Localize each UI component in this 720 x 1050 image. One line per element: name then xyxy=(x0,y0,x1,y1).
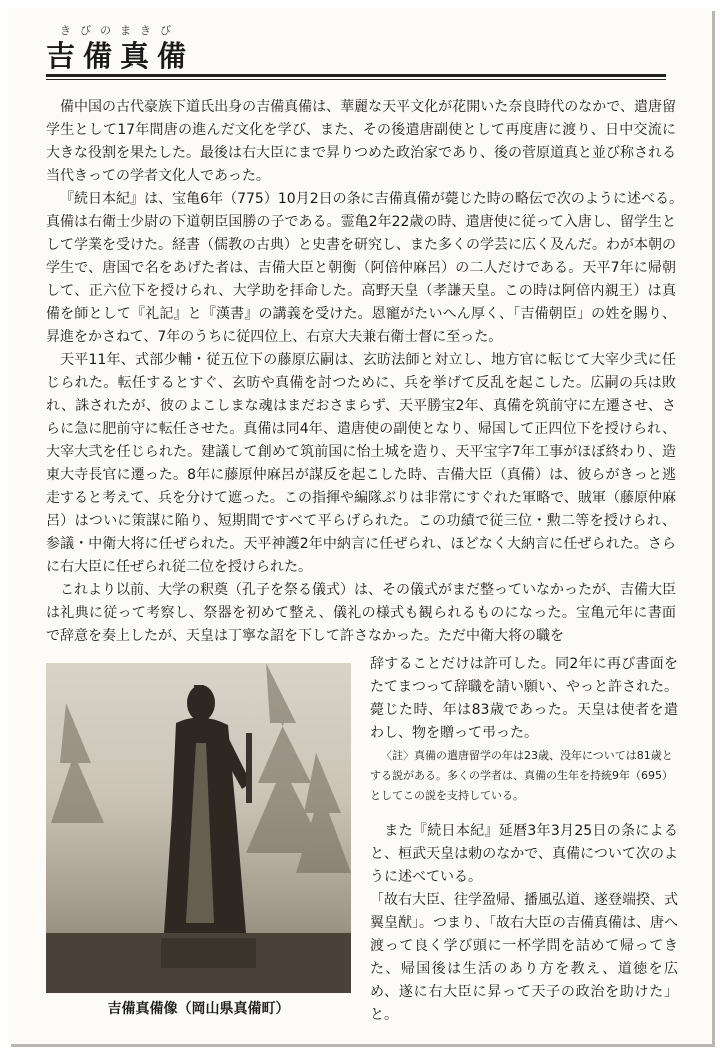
statue-illustration xyxy=(46,663,351,993)
paragraph: 「故右大臣、往学盈帰、播風弘道、遂登端揆、式翼皇猷」。つまり、「故右大臣の吉備真備は、唐へ渡って良く学び頭に一杯学問を詰めて帰ってきた、帰国後は生活のあり方を教え、道徳を広め、遂に右大臣に昇って天子の政治を助けた」と。 xyxy=(370,892,678,1023)
wrap-text-2 xyxy=(370,820,678,1027)
statue-photo xyxy=(46,663,351,993)
paragraph: これより以前、大学の釈奠（孔子を祭る儀式）は、その儀式がまだ整っていなかったが、吉備大臣は礼典に従って考察し、祭器を初めて整え、儀礼の様式も観られるものになった。宝亀元年に書面で辞意を奏上したが、天皇は丁寧な詔を下して許さなかった。ただ中衛大将の職を xyxy=(46,582,676,644)
page xyxy=(8,8,712,1044)
photo-caption: 吉備真備像（岡山県真備町） xyxy=(107,1001,290,1017)
footnote: 〈註〉真備の遣唐留学の年は23歳、没年については81歳とする説がある。多くの学者は、真備の生年を持統9年（695）としてこの説を支持している。 xyxy=(370,749,673,802)
title-ruby: きびのまきび xyxy=(60,24,180,37)
article-body xyxy=(46,96,690,648)
paragraph: 『続日本紀』は、宝亀6年（775）10月2日の条に吉備真備が薨じた時の略伝で次のように述べる。 真備は右衛士少尉の下道朝臣国勝の子である。霊亀2年22歳の時、遣唐使に従って入唐し、留学生として学業を受けた。経書（儒教の古典）と史書を研究し、また多くの学芸に広く及んだ。わが本朝の学生で、唐国で名をあげた者は、吉備大臣と朝衡（阿倍仲麻呂）の二人だけである。天平7年に帰朝して、正六位下を授けられ、大学助を拝命した。高野天皇（孝謙天皇。この時は阿倍内親王）は真備を師として『礼記』と『漢書』の講義を受けた。恩寵がたいへん厚く、「吉備朝臣」の姓を賜り、昇進をかさねて、7年のうちに従四位上、右京大夫兼右衛士督に至った。 xyxy=(46,191,690,345)
title-rule xyxy=(46,74,666,77)
page-title: 吉備真備 xyxy=(46,39,195,73)
paragraph: 天平11年、式部少輔・従五位下の藤原広嗣は、玄昉法師と対立し、地方官に転じて大宰少弐に任じられた。転任するとすぐ、玄昉や真備を討つために、兵を挙げて反乱を起こした。広嗣の兵は敗れ、誅されたが、彼のよこしまな魂はまだおさまらず、天平勝宝2年、真備を筑前守に左遷させ、さらに急に肥前守に転任させた。真備は同4年、遣唐使の副使となり、帰国して正四位下を授けられ、大宰大弐を任じられた。建議して創めて筑前国に怡土城を造り、天平宝字7年工事がほぼ終わり、造東大寺長官に遷った。8年に藤原仲麻呂が謀反を起こした時、吉備大臣（真備）は、彼らがきっと逃走すると考えて、兵を分けて遮った。この指揮や編隊ぶりは非常にすぐれた軍略で、賊軍（藤原仲麻呂）はついに策謀に陥り、短期間ですべて平らげられた。この功績で従三位・勲二等を授けられ、参議・中衛大将に任ぜられた。天平神護2年中納言に任ぜられ、ほどなく大納言に任ぜられた。さらに右大臣に任ぜられ従二位を授けられた。 xyxy=(46,352,676,575)
title-rule-thin xyxy=(46,79,666,80)
paragraph: 辞することだけは許可した。同2年に再び書面をたてまつって辞職を請い願い、やっと許された。薨じた時、年は83歳であった。天皇は使者を遣わし、物を贈って弔った。 xyxy=(370,656,678,741)
paragraph: また『続日本紀』延暦3年3月25日の条によると、桓武天皇は勅のなかで、真備について次のように述べている。 xyxy=(370,823,678,885)
wrap-text xyxy=(370,653,678,745)
paragraph: 備中国の古代豪族下道氏出身の吉備真備は、華麗な天平文化が花開いた奈良時代のなかで、遣唐留学生として17年間唐の進んだ文化を学び、また、その後遣唐副使として再度唐に渡り、日中交流に大きな役割を果たした。最後は右大臣にまで昇りつめた政治家であり、後の菅原道真と並び称される当代きっての学者文化人であった。 xyxy=(46,99,676,184)
